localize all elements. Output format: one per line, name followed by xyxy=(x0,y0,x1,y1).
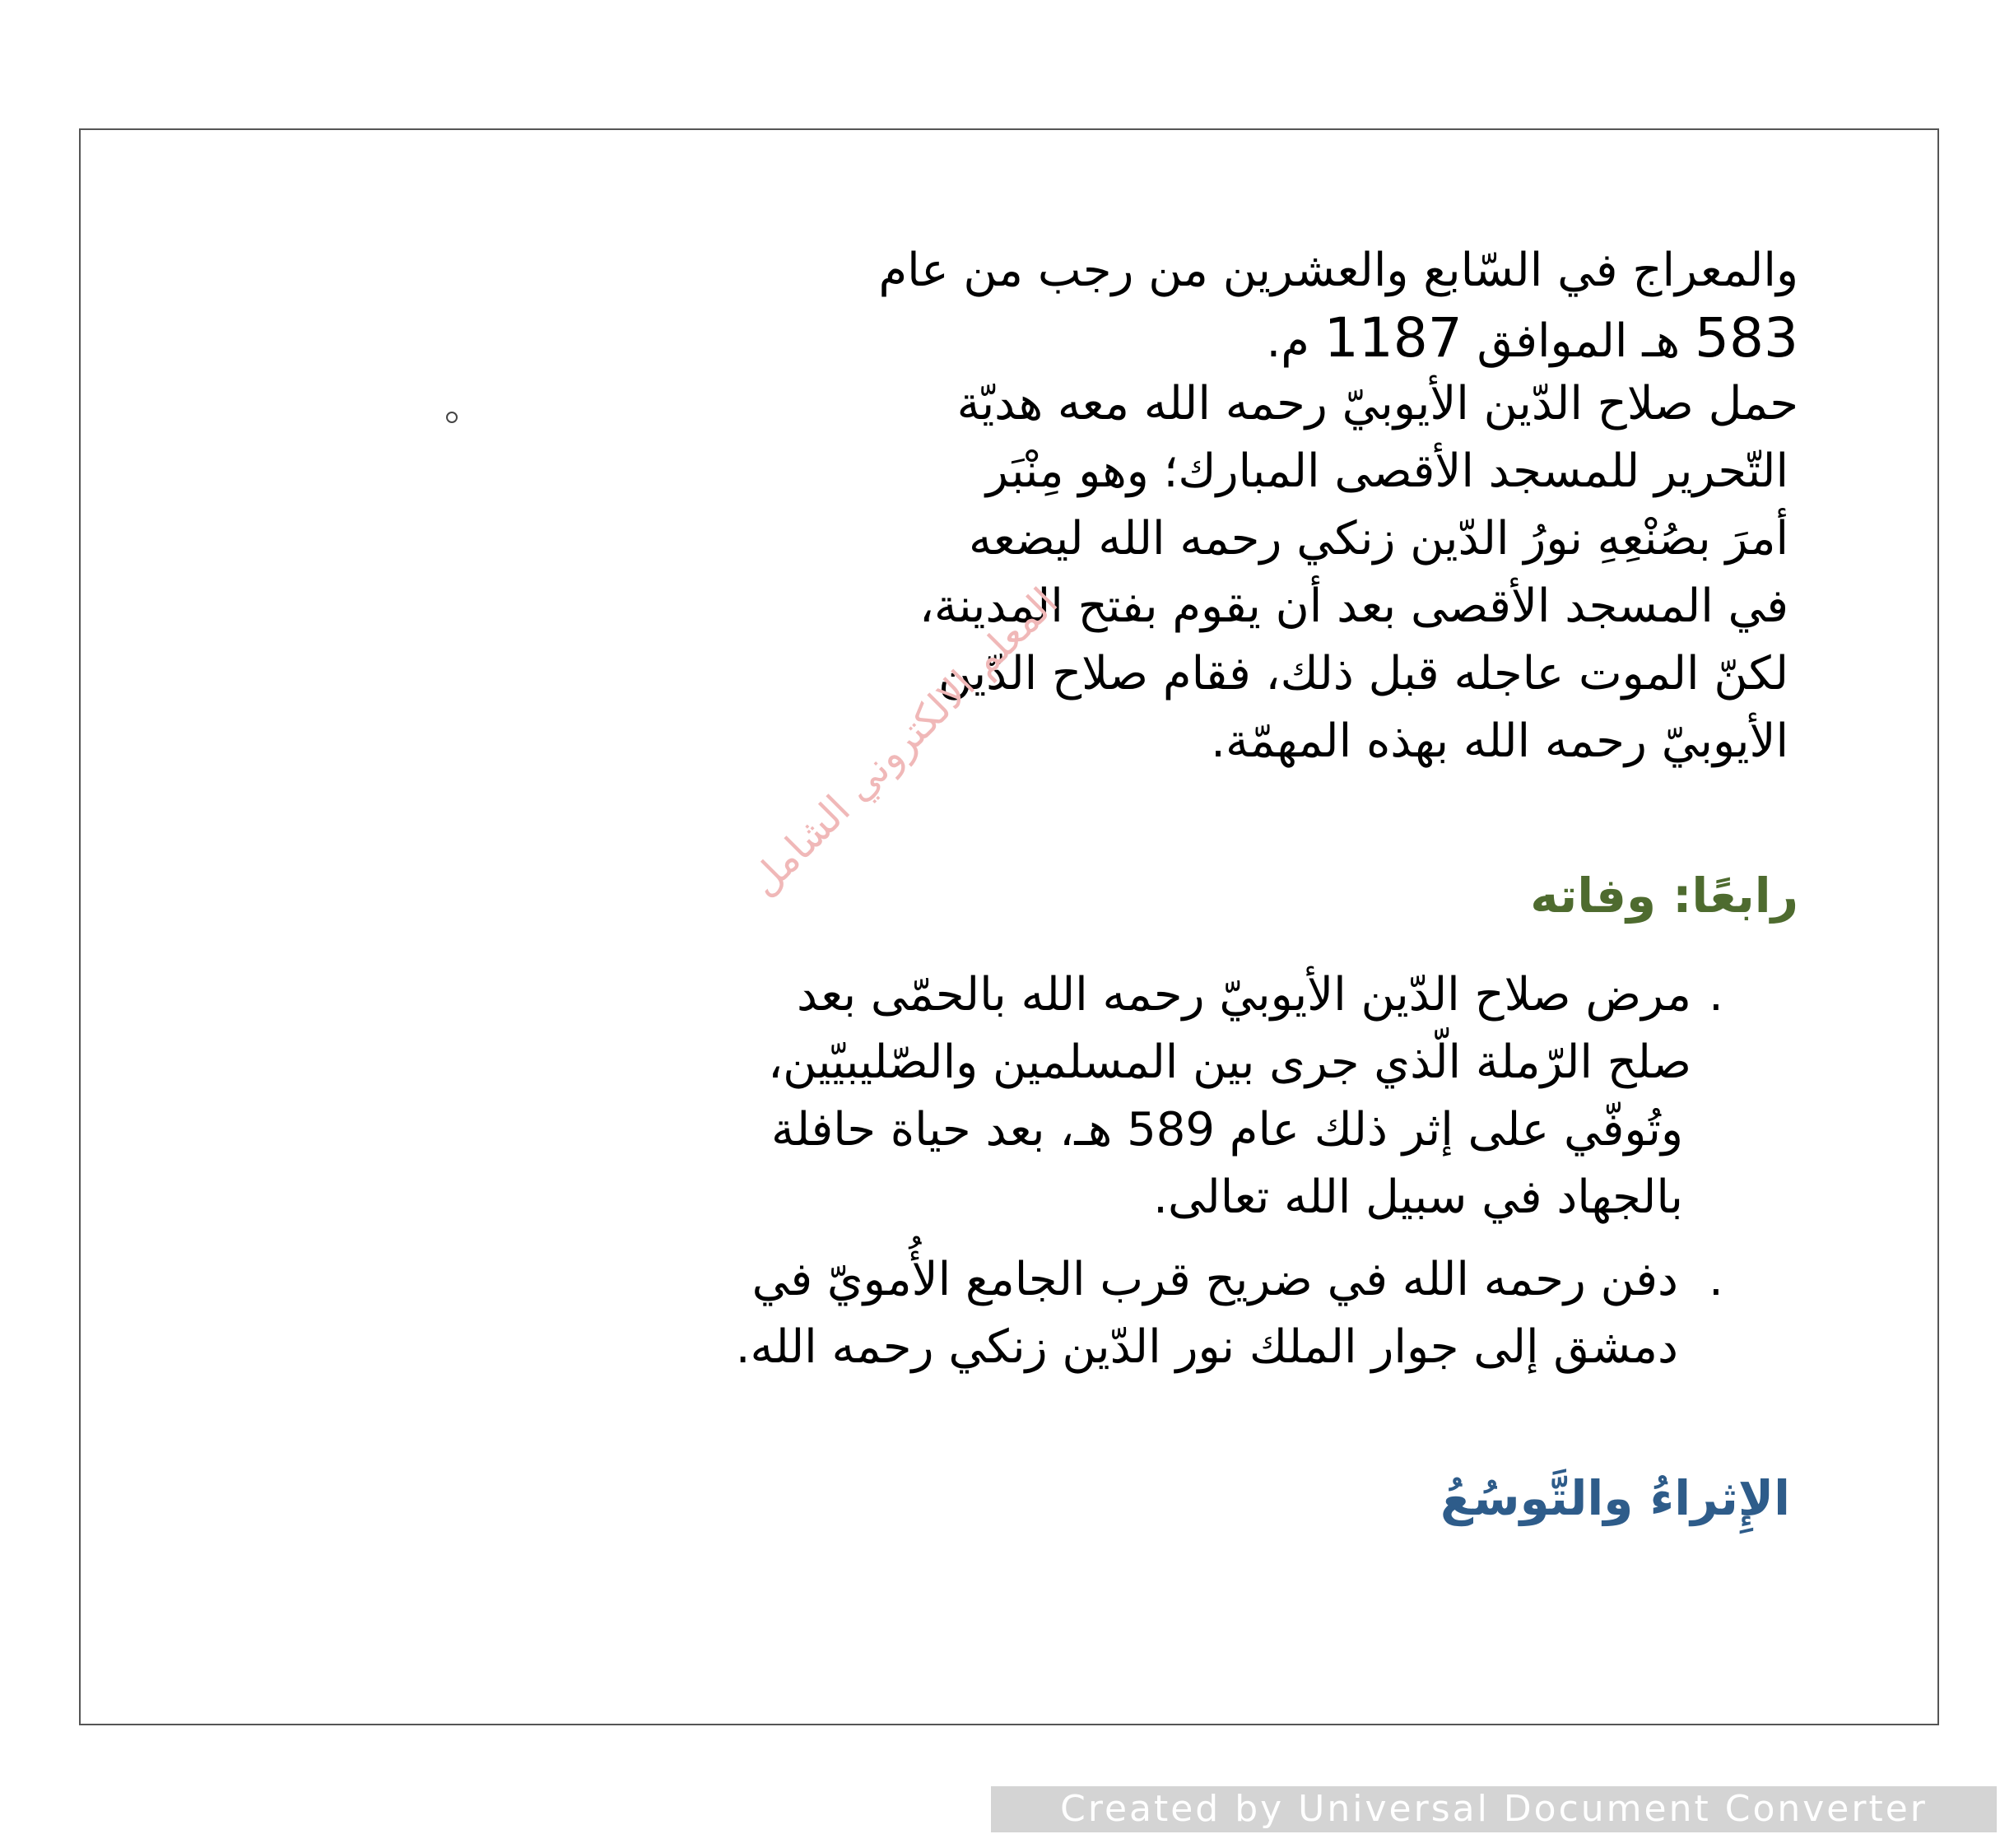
paragraph-line: أمرَ بصُنْعِهِ نورُ الدّين زنكي رحمه الله ليضعه xyxy=(969,512,1788,566)
watermark: المعلم الالكتروني الشامل xyxy=(741,579,1067,905)
intro-line-2: 583 هـ الموافق 1187 م. xyxy=(1266,306,1798,370)
bullet-paragraph-2 xyxy=(736,1246,1678,1381)
converter-footer: Created by Universal Document Converter xyxy=(991,1786,1997,1832)
paragraph-line: التّحرير للمسجد الأقصى المبارك؛ وهو مِنْبَر xyxy=(985,445,1788,498)
bullet-line: دفن رحمه الله في ضريح قرب الجامع الأُمويّ في xyxy=(751,1253,1678,1306)
bullet-line: صلح الرّملة الّذي جرى بين المسلمين والصّليبيّين، xyxy=(768,1036,1691,1089)
intro-line-1: والمعراج في السّابع والعشرين من رجب من عام xyxy=(878,244,1798,297)
bullet-line: دمشق إلى جوار الملك نور الدّين زنكي رحمه الله. xyxy=(735,1320,1678,1374)
minbar-paragraph xyxy=(919,370,1798,775)
paragraph-line: حمل صلاح الدّين الأيوبيّ رحمه الله معه هديّة xyxy=(956,377,1798,431)
section-heading-enrichment: الإِثراءُ والتَّوسُعُ xyxy=(1440,1470,1790,1526)
section-heading-death: رابعًا: وفاته xyxy=(1530,868,1798,924)
hijri-year: 583 xyxy=(1695,306,1798,370)
bullet-line: وتُوفّي على إثر ذلك عام 589 هـ، بعد حياة حافلة xyxy=(770,1103,1683,1157)
gregorian-year: 1187 xyxy=(1323,306,1463,370)
paragraph-line: لكنّ الموت عاجله قبل ذلك، فقام صلاح الدّين xyxy=(937,647,1788,701)
intro-text xyxy=(878,237,1798,375)
bullet-ring-icon xyxy=(446,412,458,423)
paragraph-line: الأيوبيّ رحمه الله بهذه المهمّة. xyxy=(1211,715,1788,768)
bullet-line: مرض صلاح الدّين الأيوبيّ رحمه الله بالحمّى بعد xyxy=(797,968,1691,1022)
bullet-paragraph-1 xyxy=(768,961,1691,1231)
bullet-marker: . xyxy=(1709,968,1723,1022)
bullet-marker: . xyxy=(1709,1253,1723,1306)
bullet-line: بالجهاد في سبيل الله تعالى. xyxy=(1153,1171,1683,1224)
paragraph-line: في المسجد الأقصى بعد أن يقوم بفتح المدينة، xyxy=(919,580,1788,633)
